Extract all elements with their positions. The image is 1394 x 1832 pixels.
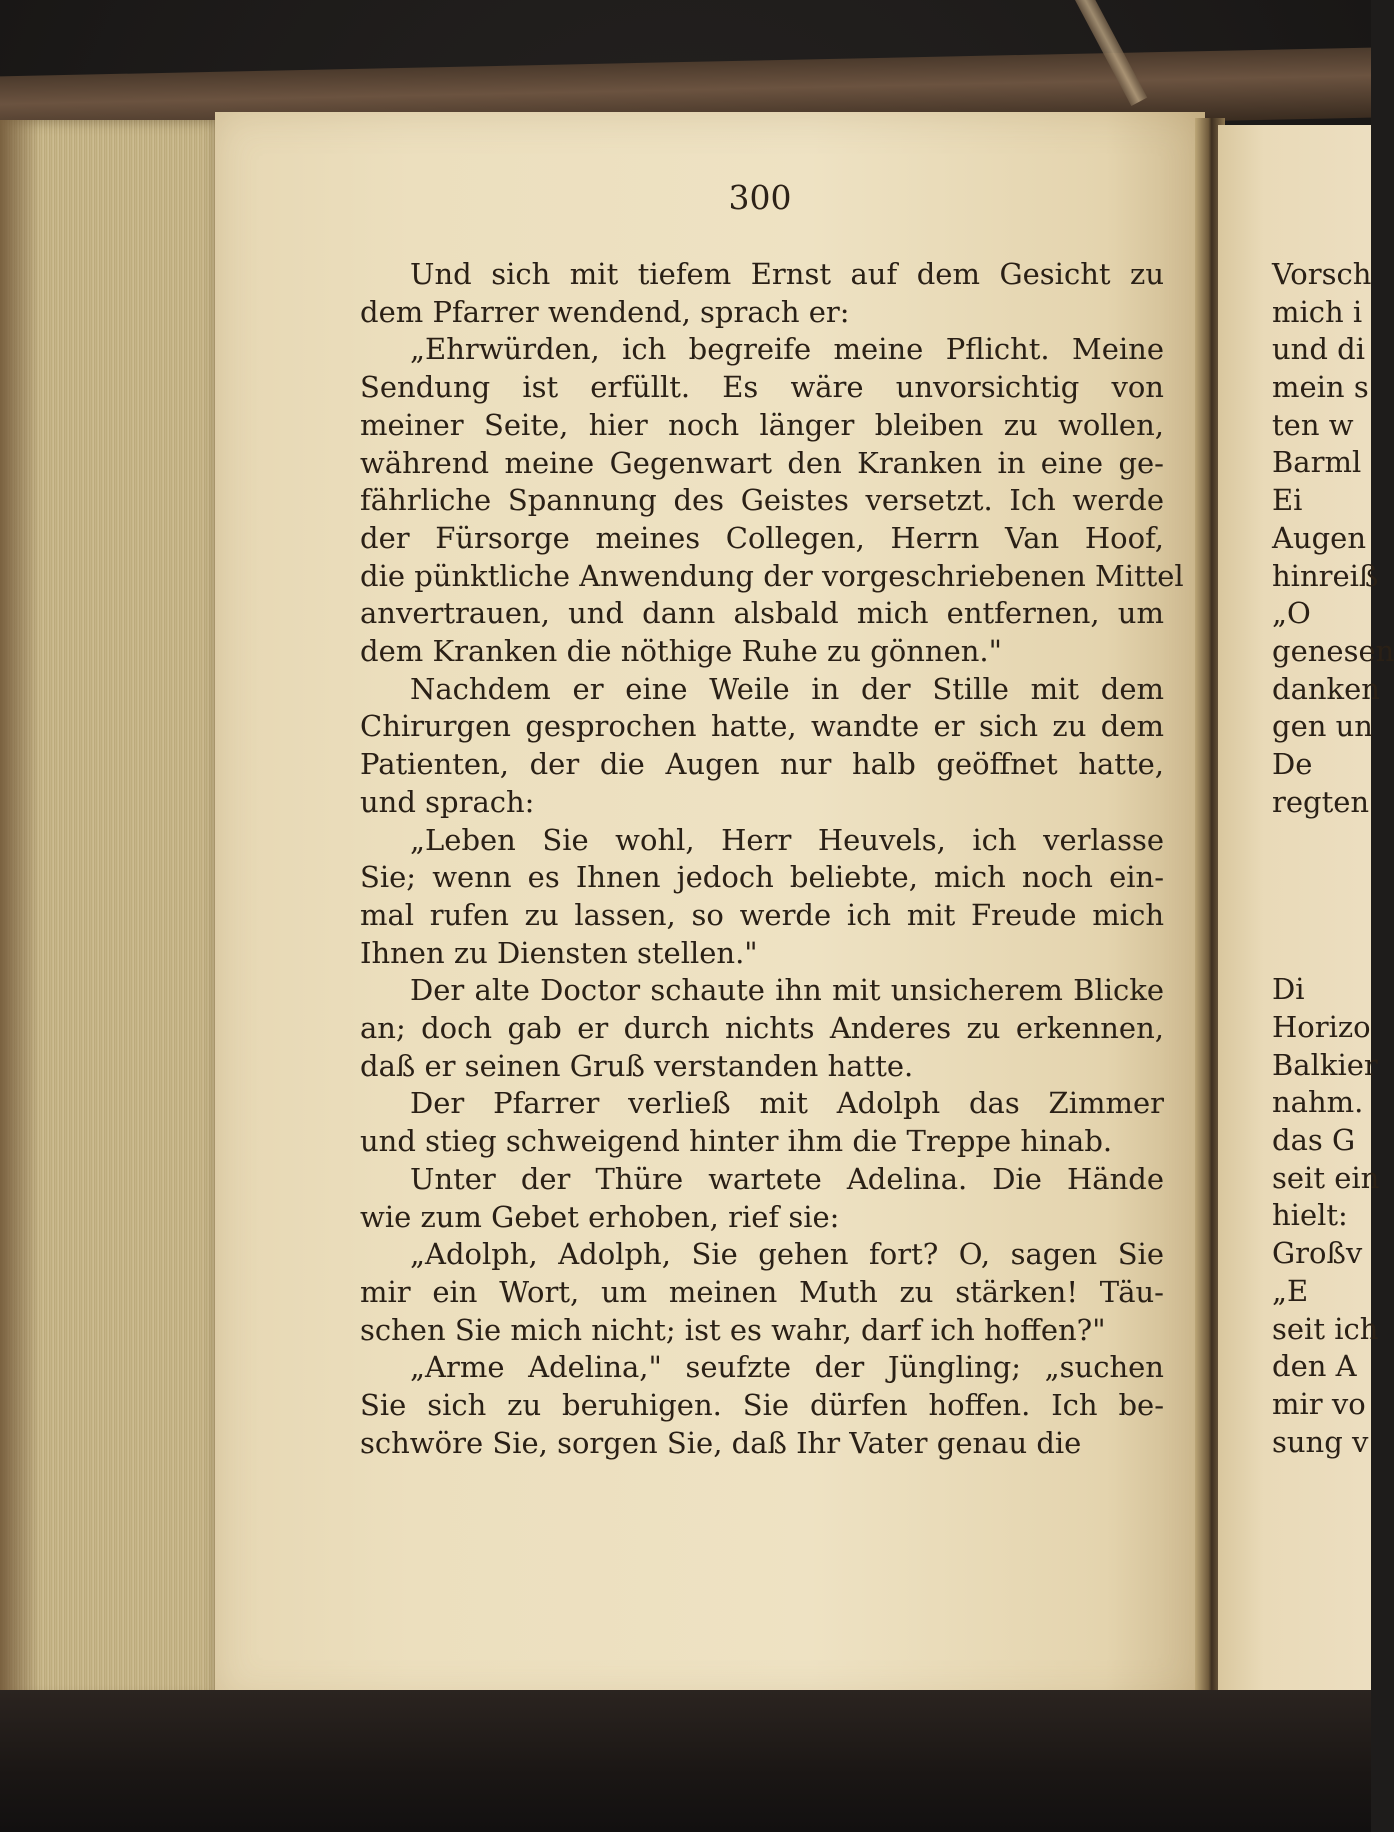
- text-line: daß er seinen Gruß verstanden hatte.: [360, 1048, 914, 1083]
- text-line: Patienten, der die Augen nur halb geöffnet hatte,: [360, 747, 1164, 782]
- paragraph: [352, 1236, 1164, 1349]
- page-edge-stack: [0, 120, 225, 1700]
- right-page-line: De: [1272, 746, 1313, 781]
- right-page-line: Großv: [1272, 1236, 1363, 1271]
- right-page-line: den A: [1272, 1349, 1357, 1384]
- right-page-line: Augen: [1272, 520, 1367, 555]
- text-line: Sie; wenn es Ihnen jedoch beliebte, mich noch ein-: [360, 860, 1164, 895]
- right-page-line: mich i: [1272, 294, 1363, 329]
- text-line: schen Sie mich nicht; ist es wahr, darf ich hoffen?": [360, 1312, 1106, 1347]
- text-line: „Adolph, Adolph, Sie gehen fort? O, sagen Sie: [410, 1237, 1164, 1272]
- paragraph: [352, 331, 1184, 670]
- paragraph: [352, 822, 1164, 973]
- right-page-line: und di: [1272, 332, 1365, 367]
- right-page-section-gap: [1272, 821, 1392, 971]
- text-line: meiner Seite, hier noch länger bleiben zu wollen,: [360, 407, 1164, 442]
- right-page-line: Barml: [1272, 445, 1362, 480]
- right-page-line: hielt:: [1272, 1198, 1348, 1233]
- right-page-line: das G: [1272, 1123, 1356, 1158]
- right-page-line: danken: [1272, 671, 1380, 706]
- right-page-line: seit ein: [1272, 1160, 1380, 1195]
- paragraph: [352, 256, 1164, 331]
- text-line: und sprach:: [360, 784, 535, 819]
- text-line: fährliche Spannung des Geistes versetzt. Ich werde: [360, 483, 1164, 518]
- text-line: während meine Gegenwart den Kranken in eine ge-: [360, 445, 1164, 480]
- right-page-line: regten: [1272, 784, 1370, 819]
- right-page-line: Vorsch: [1272, 257, 1372, 291]
- right-page-line: ten w: [1272, 407, 1354, 442]
- text-line: Unter der Thüre wartete Adelina. Die Hände: [410, 1161, 1164, 1196]
- text-line: dem Kranken die nöthige Ruhe zu gönnen.": [360, 634, 1002, 669]
- text-line: Ihnen zu Diensten stellen.": [360, 935, 758, 970]
- text-line: Der alte Doctor schaute ihn mit unsicherem Blicke: [410, 973, 1164, 1008]
- text-line: Der Pfarrer verließ mit Adolph das Zimmer: [410, 1086, 1164, 1121]
- text-line: die pünktliche Anwendung der vorgeschriebenen Mittel: [360, 558, 1184, 593]
- text-line: dem Pfarrer wendend, sprach er:: [360, 294, 850, 329]
- right-page-line: nahm.: [1272, 1085, 1364, 1120]
- text-line: „Ehrwürden, ich begreife meine Pflicht. Meine: [410, 332, 1164, 367]
- text-line: Und sich mit tiefem Ernst auf dem Gesicht zu: [410, 257, 1164, 291]
- paragraph: [352, 1161, 1164, 1236]
- right-page-line: „E: [1272, 1273, 1309, 1308]
- paragraph: [352, 671, 1164, 822]
- text-line: Chirurgen gesprochen hatte, wandte er sich zu dem: [360, 709, 1164, 744]
- text-line: „Arme Adelina," seufzte der Jüngling; „suchen: [410, 1350, 1164, 1385]
- text-line: Nachdem er eine Weile in der Stille mit dem: [410, 671, 1164, 706]
- page-body-text: [352, 256, 1184, 1463]
- text-line: „Leben Sie wohl, Herr Heuvels, ich verlasse: [410, 822, 1164, 857]
- text-line: mal rufen zu lassen, so werde ich mit Freude mich: [360, 897, 1164, 932]
- text-line: an; doch gab er durch nichts Anderes zu erkennen,: [360, 1011, 1164, 1046]
- right-page-line: Horizo: [1272, 1010, 1371, 1044]
- right-page-line: Di: [1272, 972, 1305, 1007]
- text-line: anvertrauen, und dann alsbald mich entfernen, um: [360, 596, 1164, 631]
- right-page-line: genesen: [1272, 633, 1394, 668]
- right-page-line: mein s: [1272, 370, 1369, 405]
- right-page-line: Balkier: [1272, 1047, 1378, 1082]
- right-page-line: hinreiß: [1272, 558, 1379, 593]
- page-number: 300: [728, 178, 792, 217]
- paragraph: [352, 1349, 1164, 1462]
- right-page-line: mir vo: [1272, 1386, 1366, 1421]
- text-line: und stieg schweigend hinter ihm die Treppe hinab.: [360, 1124, 1113, 1159]
- paragraph: [352, 972, 1164, 1085]
- right-page-cropped-text: [1272, 256, 1392, 1461]
- text-line: schwöre Sie, sorgen Sie, daß Ihr Vater genau die: [360, 1425, 1082, 1460]
- text-line: wie zum Gebet erhoben, rief sie:: [360, 1199, 840, 1234]
- text-line: Sie sich zu beruhigen. Sie dürfen hoffen. Ich be-: [360, 1388, 1164, 1423]
- text-line: der Fürsorge meines Collegen, Herrn Van Hoof,: [360, 520, 1164, 555]
- right-page-line: „O: [1272, 596, 1311, 631]
- text-line: Sendung ist erfüllt. Es wäre unvorsichtig von: [360, 370, 1164, 405]
- right-page-line: Ei: [1272, 483, 1303, 518]
- book-cover-bottom-edge: [0, 1690, 1371, 1832]
- right-page-line: seit ich: [1272, 1311, 1379, 1346]
- right-page-line: gen un: [1272, 709, 1373, 744]
- paragraph: [352, 1085, 1164, 1160]
- text-line: mir ein Wort, um meinen Muth zu stärken! Täu-: [360, 1274, 1164, 1309]
- right-page-line: sung v: [1272, 1424, 1369, 1459]
